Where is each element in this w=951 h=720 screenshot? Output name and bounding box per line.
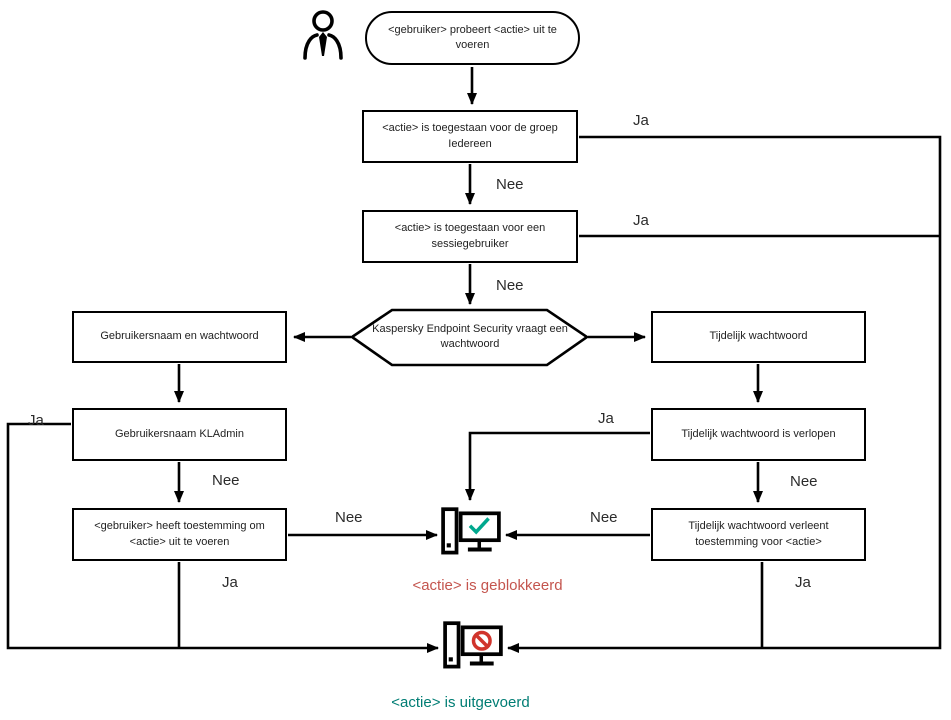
edge-label-nee-kladmin: Nee [212,472,240,489]
node-temp-expired [651,408,866,461]
node-username-kladmin [72,408,287,461]
node-allowed-group [362,110,578,163]
node-allowed-session [362,210,578,263]
node-user-has-permission [72,508,287,561]
edge-label-nee-toestemming: Nee [335,509,363,526]
node-asks-password-label: Kaspersky Endpoint Security vraagt een wachtwoord [372,322,568,350]
node-temp-expired-label: Tijdelijk wachtwoord is verlopen [681,427,836,440]
node-start-label: <gebruiker> probeert <actie> uit te voeren [388,23,557,51]
edge-label-ja-sessie: Ja [633,212,649,229]
edge-label-nee-sessie: Nee [496,277,524,294]
node-temporary-password-label: Tijdelijk wachtwoord [709,330,808,343]
outcome-blocked-caption: <actie> is geblokkeerd [412,577,563,594]
edge-label-ja-verleent: Ja [795,574,811,591]
edge-label-nee-groep: Nee [496,176,524,193]
node-asks-password [372,314,568,360]
node-username-password [72,311,287,363]
person-icon [300,8,346,60]
node-username-kladmin-label: Gebruikersnaam KLAdmin [114,427,244,440]
edge-label-ja-verlopen: Ja [598,410,614,427]
node-start [365,11,580,65]
outcome-executed-caption: <actie> is uitgevoerd [391,694,530,711]
edge-verlopen-ja-to-blocked [470,433,650,500]
node-allowed-session-label: <actie> is toegestaan voor een sessiegebruiker [394,222,546,250]
node-user-has-permission-label: <gebruiker> heeft toestemming om <actie> uit te voeren [94,520,265,548]
edge-label-ja-toestemming: Ja [222,574,238,591]
edge-label-nee-verlopen: Nee [790,473,818,490]
node-username-password-label: Gebruikersnaam en wachtwoord [100,330,259,343]
node-temp-grants-permission [651,508,866,561]
node-temp-grants-permission-label: Tijdelijk wachtwoord verleent toestemming voor <actie> [688,520,829,548]
node-allowed-group-label: <actie> is toegestaan voor de groep Iedereen [382,122,558,150]
computer-with-prohibition-icon [442,619,504,677]
edge-label-ja-kladmin: Ja [28,412,44,429]
node-temporary-password [651,311,866,363]
computer-with-green-check-icon [440,505,502,563]
edge-label-ja-groep: Ja [633,112,649,129]
edge-label-nee-verleent: Nee [590,509,618,526]
